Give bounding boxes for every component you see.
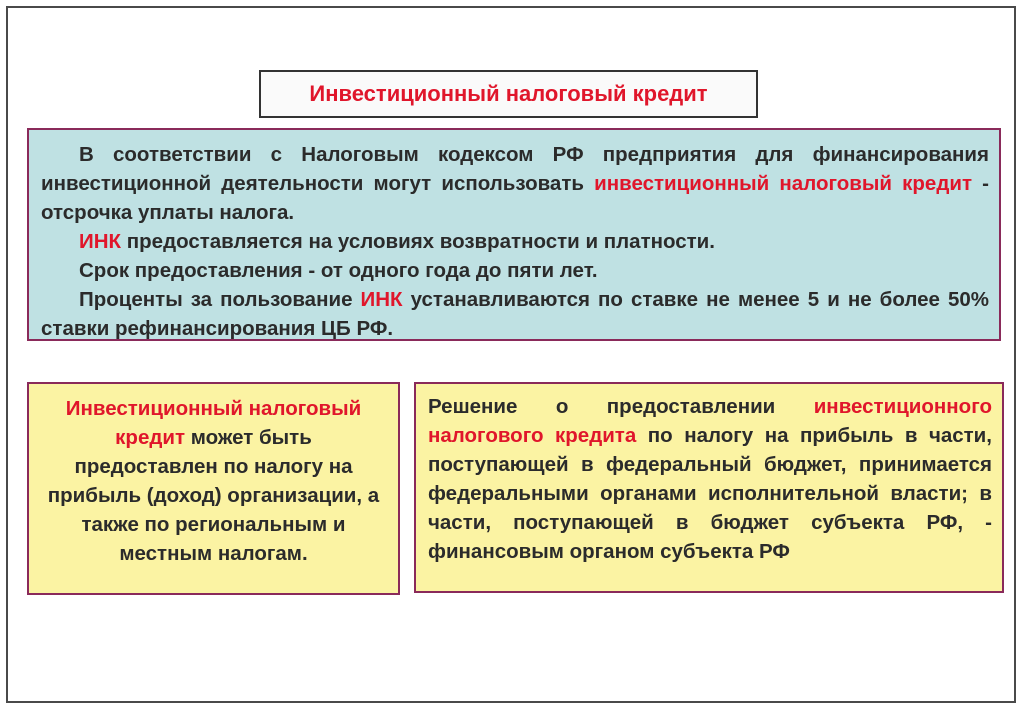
highlight-term: ИНК <box>79 230 122 253</box>
highlight-term: инвестиционный налоговый кредит <box>594 172 972 195</box>
main-text-box <box>27 128 1001 341</box>
main-paragraph-4: Проценты за пользование ИНК устанавливаются по ставке не менее 5 и не более 50% ставки рефинансирования ЦБ РФ. <box>41 288 989 340</box>
main-paragraph-1: В соответствии с Налоговым кодексом РФ предприятия для финансирования инвестиционной деятельности могут использовать инвестиционный налоговый кредит - отсрочка уплаты налога. <box>41 143 989 224</box>
slide-title: Инвестиционный налоговый кредит <box>259 70 758 118</box>
highlight-term: инвестиционного налогового кредита <box>428 395 992 447</box>
main-paragraph-2: ИНК предоставляется на условиях возвратности и платности. <box>79 230 715 253</box>
highlight-term: ИНК <box>360 288 403 311</box>
highlight-term: Инвестиционный налоговый кредит <box>65 397 362 449</box>
left-note-box: Инвестиционный налоговый кредит может быть предоставлен по налогу на прибыль (доход) организации, а также по региональным и местным налогам. <box>27 382 400 595</box>
right-note-box: Решение о предоставлении инвестиционного налогового кредита по налогу на прибыль в части, поступающей в федеральный бюджет, принимается федеральными органами исполнительной власти; в части, поступающей в бюджет субъекта РФ, - финансовым органом субъекта РФ <box>414 382 1004 593</box>
main-paragraph-3: Срок предоставления - от одного года до пяти лет. <box>79 259 598 282</box>
